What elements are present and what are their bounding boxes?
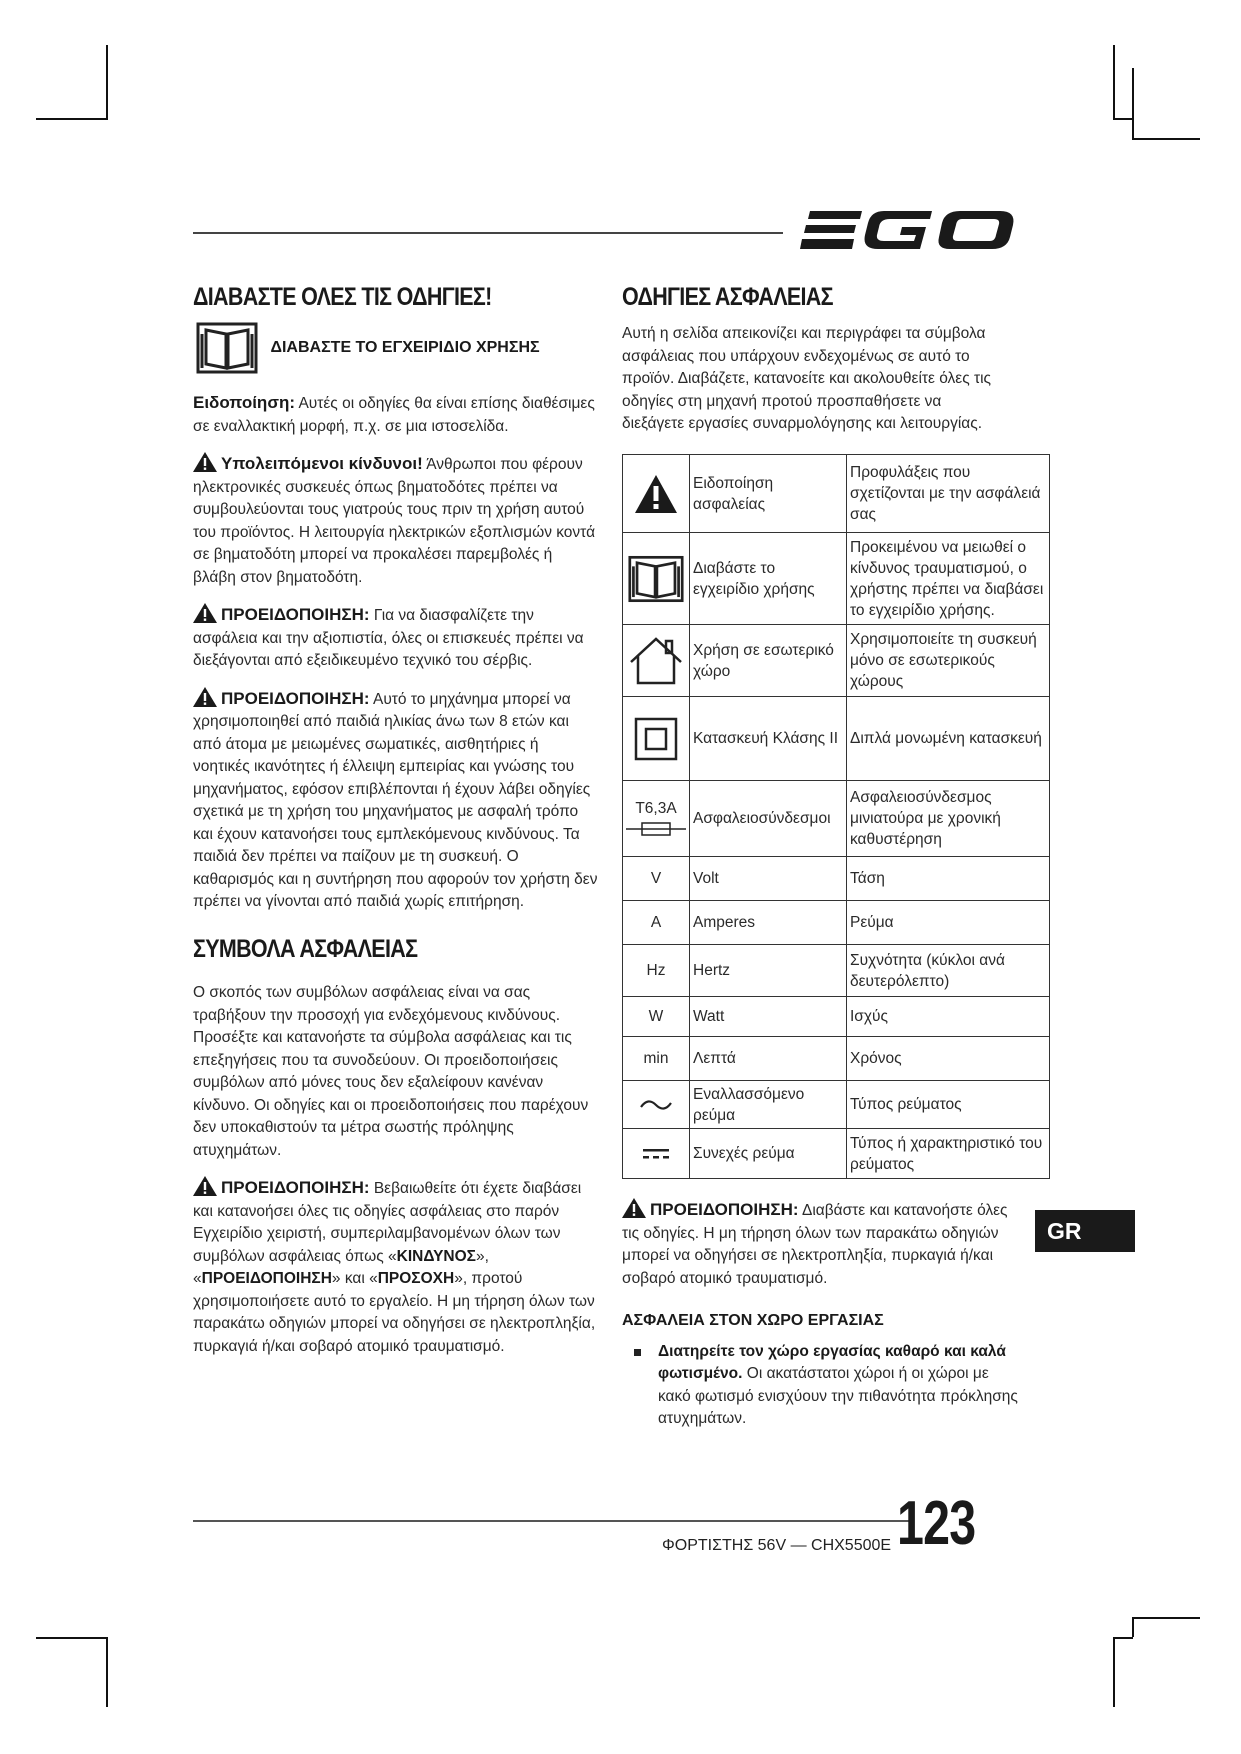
manual-row: [196, 322, 540, 374]
bullet-text: Οι ακατάστατοι χώροι ή οι χώροι με κακό φωτισμό ενισχύουν την πιθανότητα πρόκλησης ατυχημάτων.: [658, 1365, 1018, 1427]
symbol-description: Ασφαλειοσύνδεσμος μινιατούρα με χρονική καθυστέρηση: [847, 781, 1050, 857]
symbols-intro: Ο σκοπός των συμβόλων ασφάλειας είναι να σας τραβήξουν την προσοχή για ενδεχόμενους κινδύνους. Προσέξτε και κατανοήστε τα σύμβολα ασφάλειας και τις επεξηγήσεις που τα συνοδεύουν. Οι προειδοποιήσεις συμβόλων από μόνες τους δεν εξαλείφουν κανέναν κίνδυνο. Οι οδηγίες και οι προειδοποιήσεις που παρέχουν δεν υποκαθιστούν τα μέτρα σωστής πρόληψης ατυχημάτων.: [193, 984, 589, 1159]
crop-mark: [106, 1637, 108, 1707]
crop-mark: [106, 45, 108, 120]
table-row: [623, 901, 1050, 945]
notice-text: Αυτές οι οδηγίες θα είναι επίσης διαθέσιμες σε εναλλακτική μορφή, π.χ. σε μια ιστοσελίδα.: [193, 395, 595, 435]
symbol-cell: [623, 997, 690, 1037]
direct-current-icon: [623, 1147, 689, 1161]
symbol-description: Διπλά μονωμένη κατασκευή: [847, 697, 1050, 781]
warning2-paragraph: [193, 687, 598, 914]
keyword-warning: ΠΡΟΕΙΔΟΠΟΙΗΣΗ: [201, 1270, 332, 1287]
table-row: [623, 625, 1050, 697]
symbol-name: Κατασκευή Κλάσης II: [690, 697, 847, 781]
symbol-text: min: [643, 1050, 669, 1067]
warning3-paragraph: [193, 1176, 598, 1358]
symbol-description: Τάση: [847, 857, 1050, 901]
crop-mark: [1132, 68, 1134, 140]
table-row: [623, 781, 1050, 857]
warning-triangle-icon: [193, 1176, 217, 1196]
language-tab: GR: [1035, 1210, 1135, 1252]
symbol-description: Συχνότητα (κύκλοι ανά δευτερόλεπτο): [847, 945, 1050, 997]
heading-read-all: ΔΙΑΒΑΣΤΕ ΟΛΕΣ ΤΙΣ ΟΔΗΓΙΕΣ!: [193, 283, 492, 311]
symbol-cell: [623, 455, 690, 533]
table-row: [623, 533, 1050, 625]
symbol-name: Volt: [690, 857, 847, 901]
symbol-name: Ασφαλειοσύνδεσμοι: [690, 781, 847, 857]
warning-triangle-icon: [193, 603, 217, 623]
warning-triangle-icon: [622, 1198, 646, 1218]
symbol-text: W: [648, 1008, 664, 1025]
left-column-text: [193, 392, 598, 928]
warning1-paragraph: [193, 603, 598, 673]
right-warning-label: ΠΡΟΕΙΔΟΠΟΙΗΣΗ:: [650, 1200, 799, 1219]
footer-rule: [193, 1520, 913, 1522]
manual-book-icon: [196, 322, 258, 374]
warning3-text: Βεβαιωθείτε ότι έχετε διαβάσει και κατανοήσει όλες τις οδηγίες ασφάλειας στο παρόν Εγχειρίδιο χειριστή, συμπεριλαμβανομένων όλων των συμβόλων ασφάλειας όπως «: [193, 1180, 582, 1265]
symbol-name: Amperes: [690, 901, 847, 945]
crop-mark: [1132, 1617, 1200, 1619]
warning2-text: Αυτό το μηχάνημα μπορεί να χρησιμοποιηθεί από παιδιά ηλικίας άνω των 8 ετών και από άτομα με μειωμένες σωματικές, αισθητήριες ή νοητικές ικανότητες ή έλλειψη εμπειρίας και γνώσης του μηχανήματος, εφόσον επιβλέπονται ή έχουν λάβει οδηγίες σχετικά με τη χρήση του μηχανήματος με ασφαλή τρόπο και έχουν κατανοήσει τους εμπλεκόμενους κινδύνους. Τα παιδιά δεν πρέπει να παίζουν με τη συσκευή. Ο καθαρισμός και η συντήρηση που αφορούν τον χρήστη δεν πρέπει να γίνονται από παιδιά χωρίς επιτήρηση.: [193, 690, 598, 910]
symbol-description: Προκειμένου να μειωθεί ο κίνδυνος τραυματισμού, ο χρήστης πρέπει να διαβάσει το εγχειρίδιο χρήσης.: [847, 533, 1050, 625]
bullet-bold: Διατηρείτε τον χώρο εργασίας καθαρό και καλά φωτισμένο.: [658, 1342, 1006, 1382]
crop-mark: [36, 118, 108, 120]
symbol-description: Τύπος ρεύματος: [847, 1081, 1050, 1129]
alternating-current-icon: [623, 1097, 689, 1113]
warning-triangle-icon: [193, 687, 217, 707]
residual-text: Άνθρωποι που φέρουν ηλεκτρονικές συσκευές όπως βηματοδότες πρέπει να συμβουλεύονται τους γιατρούς τους πριν τη χρήση αυτού του προϊόντος. Η λειτουργία ηλεκτρικών εξοπλισμών κοντά σε βηματοδότη μπορεί να προκαλέσει παρεμβολές ή βλάβη στον βηματοδότη.: [193, 456, 596, 586]
right-column-text: [622, 1198, 1022, 1431]
table-row: [623, 1081, 1050, 1129]
right-warning-paragraph: [622, 1198, 1022, 1290]
crop-mark: [1113, 1637, 1115, 1707]
symbol-text: Hz: [646, 962, 666, 979]
warning-triangle-icon: [193, 452, 217, 472]
heading-safety-symbols: ΣΥΜΒΟΛΑ ΑΣΦΑΛΕΙΑΣ: [193, 935, 418, 963]
heading-safety-instructions: ΟΔΗΓΙΕΣ ΑΣΦΑΛΕΙΑΣ: [622, 283, 833, 311]
table-row: [623, 697, 1050, 781]
warning3-label: ΠΡΟΕΙΔΟΠΟΙΗΣΗ:: [221, 1178, 370, 1197]
warning2-label: ΠΡΟΕΙΔΟΠΟΙΗΣΗ:: [221, 688, 370, 708]
symbol-cell: [623, 625, 690, 697]
crop-mark: [1113, 1637, 1133, 1639]
crop-mark: [1132, 1617, 1134, 1637]
symbol-description: Ρεύμα: [847, 901, 1050, 945]
symbol-text: V: [650, 870, 662, 887]
warning3-text: », προτού χρησιμοποιήσετε αυτό το εργαλείο. Η μη τήρηση όλων των παρακάτω οδηγιών μπορεί να οδηγήσει σε ηλεκτροπληξία, πυρκαγιά ή/και σοβαρό ατομικό τραυματισμό.: [193, 1270, 596, 1355]
right-warning-text: Διαβάστε και κατανοήστε όλες τις οδηγίες. Η μη τήρηση όλων των παρακάτω οδηγιών μπορεί να οδηγήσει σε ηλεκτροπληξία, πυρκαγιά ή/και σοβαρό ατομικό τραυματισμό.: [622, 1202, 1008, 1287]
header-rule: [193, 232, 783, 234]
crop-mark: [1113, 118, 1133, 120]
manual-book-icon: [623, 555, 689, 603]
symbol-text: A: [650, 914, 662, 931]
manual-label: ΔΙΑΒΑΣΤΕ ΤΟ ΕΓΧΕΙΡΙΔΙΟ ΧΡΗΣΗΣ: [270, 339, 540, 356]
symbol-text: T6,3A: [635, 800, 677, 817]
symbol-name: Διαβάστε το εγχειρίδιο χρήσης: [690, 533, 847, 625]
house-icon: [623, 636, 689, 686]
footer-product: ΦΟΡΤΙΣΤΗΣ 56V — CHX5500E: [662, 1537, 892, 1554]
crop-mark: [1113, 45, 1115, 120]
list-item: [622, 1341, 1022, 1431]
warning-triangle-icon: [623, 474, 689, 514]
symbol-description: Προφυλάξεις που σχετίζονται με την ασφάλειά σας: [847, 455, 1050, 533]
symbol-cell: [623, 1129, 690, 1179]
right-intro: Αυτή η σελίδα απεικονίζει και περιγράφει τα σύμβολα ασφάλειας που υπάρχουν ενδεχομένως σε αυτό το προϊόν. Διαβάζετε, κατανοείτε και ακολουθείτε όλες τις οδηγίες στη μηχανή προτού προσπαθήσετε να διεξάγετε εργασίες συναρμολόγησης και λειτουργίας.: [622, 325, 992, 432]
workarea-heading: ΑΣΦΑΛΕΙΑ ΣΤΟΝ ΧΩΡΟ ΕΡΓΑΣΙΑΣ: [622, 1312, 884, 1329]
symbol-name: Συνεχές ρεύμα: [690, 1129, 847, 1179]
workarea-list: [622, 1341, 1022, 1431]
warning3-text: » και «: [331, 1270, 378, 1287]
symbol-name: Hertz: [690, 945, 847, 997]
warning1-label: ΠΡΟΕΙΔΟΠΟΙΗΣΗ:: [221, 605, 370, 624]
symbol-description: Ισχύς: [847, 997, 1050, 1037]
warning1-text: Για να διασφαλίζετε την ασφάλεια και την αξιοπιστία, όλες οι επισκευές πρέπει να διεξάγονται από εξειδικευμένο τεχνικό του σέρβις.: [193, 607, 584, 669]
page-number: 123: [897, 1489, 976, 1558]
symbol-name: Ειδοποίηση ασφαλείας: [690, 455, 847, 533]
table-row: [623, 857, 1050, 901]
symbol-name: Λεπτά: [690, 1037, 847, 1081]
notice-paragraph: [193, 392, 598, 438]
class-ii-icon: [623, 717, 689, 761]
keyword-caution: ΠΡΟΣΟΧΗ: [377, 1270, 455, 1287]
table-row: [623, 945, 1050, 997]
symbol-cell: [623, 945, 690, 997]
symbol-cell: [623, 533, 690, 625]
table-row: [623, 455, 1050, 533]
table-row: [623, 1129, 1050, 1179]
symbols-table: [622, 454, 1050, 1179]
table-row: [623, 1037, 1050, 1081]
symbol-cell: [623, 781, 690, 857]
keyword-danger: ΚΙΝΔΥΝΟΣ: [396, 1247, 476, 1265]
symbol-description: Χρησιμοποιείτε τη συσκευή μόνο σε εσωτερικούς χώρους: [847, 625, 1050, 697]
symbol-description: Χρόνος: [847, 1037, 1050, 1081]
symbol-cell: [623, 857, 690, 901]
symbol-name: Εναλλασσόμενο ρεύμα: [690, 1081, 847, 1129]
symbol-cell: [623, 1037, 690, 1081]
symbol-description: Τύπος ή χαρακτηριστικό του ρεύματος: [847, 1129, 1050, 1179]
residual-paragraph: [193, 452, 598, 589]
warning3-text: », «: [193, 1247, 489, 1287]
table-row: [623, 997, 1050, 1037]
notice-label: Ειδοποίηση:: [193, 393, 295, 412]
symbol-name: Χρήση σε εσωτερικό χώρο: [690, 625, 847, 697]
crop-mark: [36, 1637, 108, 1639]
symbol-name: Watt: [690, 997, 847, 1037]
symbol-cell: [623, 901, 690, 945]
fuse-icon: [623, 819, 689, 839]
symbol-cell: [623, 697, 690, 781]
ego-logo: [800, 205, 1020, 260]
residual-label: Υπολειπόμενοι κίνδυνοι!: [221, 454, 423, 473]
left-column-text-2: [193, 982, 598, 1372]
symbol-cell: [623, 1081, 690, 1129]
crop-mark: [1132, 138, 1200, 140]
